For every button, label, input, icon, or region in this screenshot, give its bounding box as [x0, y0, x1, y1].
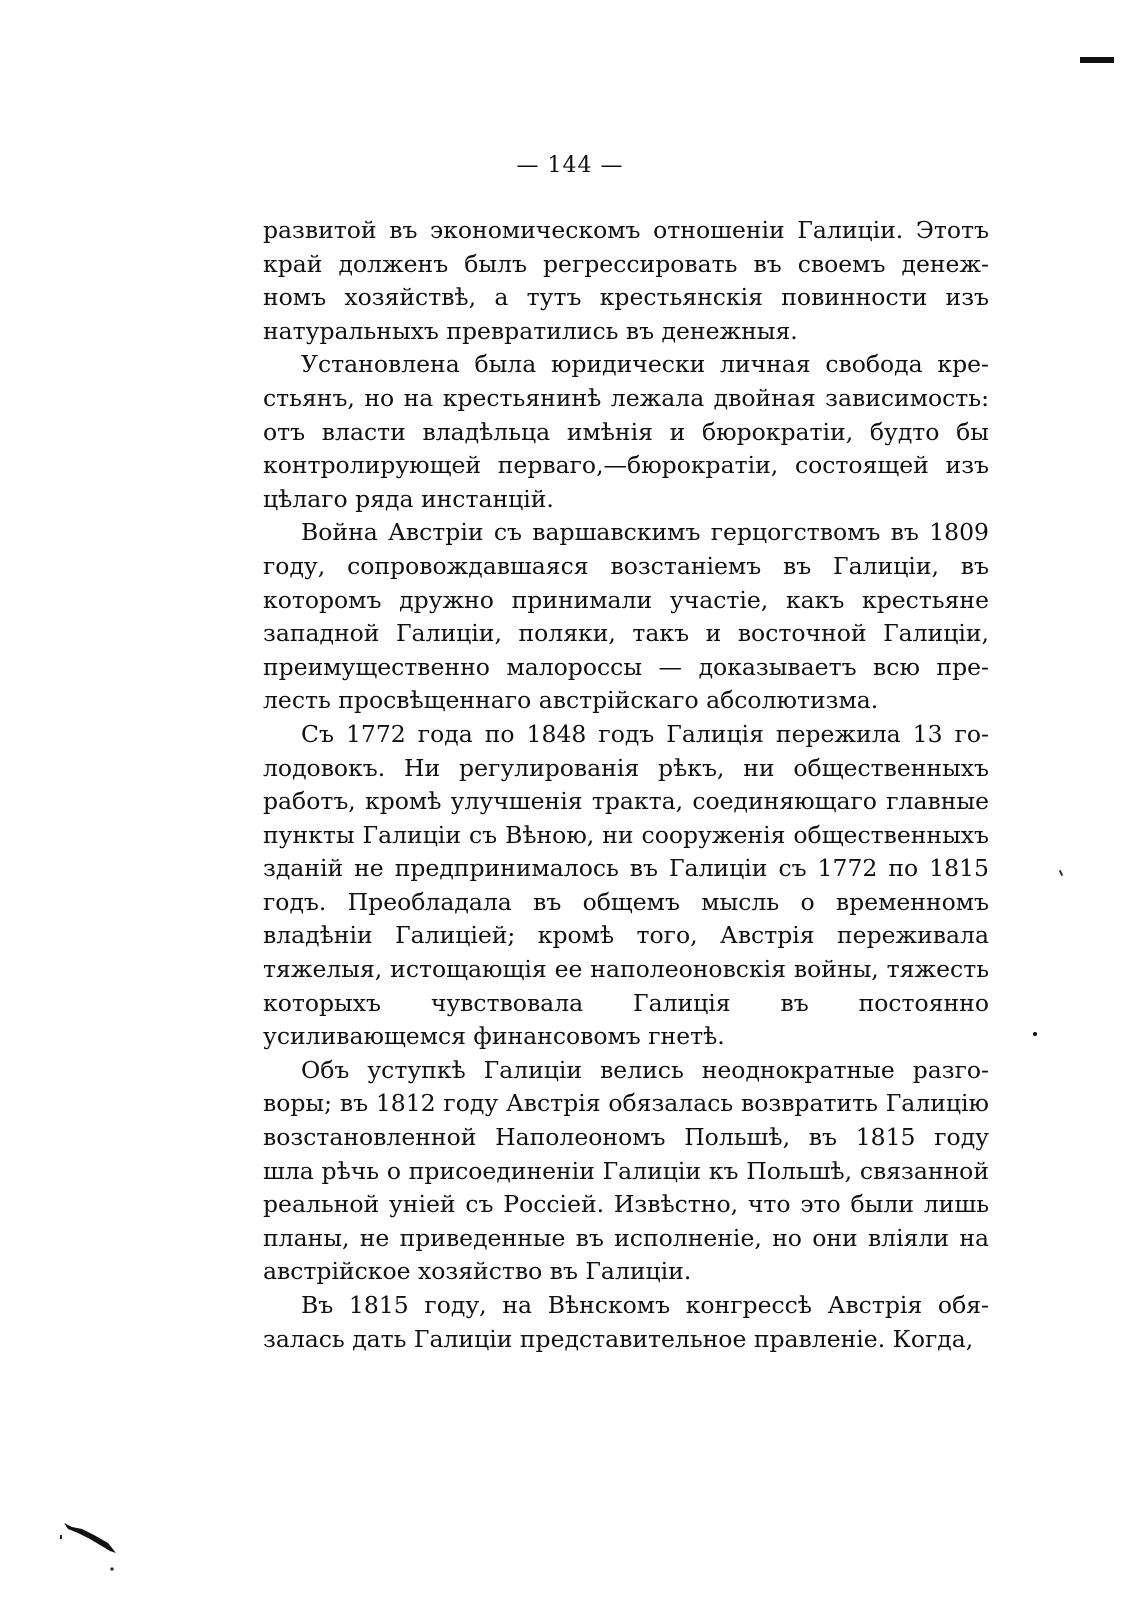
scan-mark-dot — [1033, 1032, 1037, 1036]
page-number: — 144 — — [516, 153, 624, 178]
paragraph-6: Въ 1815 году, на Вѣнскомъ конгрессѣ Австрія обязалась дать Галиціи представительное правленіе. Когда, — [263, 1291, 989, 1353]
paragraph-4: Съ 1772 года по 1848 годъ Галиція пережила 13 голодовокъ. Ни регулированія рѣкъ, ни общественныхъ работъ, кромѣ улучшенія тракта, соединяющаго главные пункты Галиціи съ Вѣною, ни сооруженія общественныхъ зданій не предпринималось въ Галиціи съ 1772 по 1815 годъ. Преобладала въ общемъ мысль о временномъ владѣніи Галиціей; кромѣ того, Австрія переживала тяжелыя, истощающія ее наполеоновскія войны, тяжесть которыхъ чувствовала Галиція въ постоянно усиливающемся финансовомъ гнетѣ. — [263, 719, 989, 1051]
paragraph-3: Война Австріи съ варшавскимъ герцогствомъ въ 1809 году, сопровождавшаяся возстаніемъ въ Галиціи, въ которомъ дружно принимали участіе, какъ крестьяне западной Галиціи, поляки, такъ и восточной Галиціи, преимущественно малороссы — доказываетъ всю прелесть просвѣщеннаго австрійскаго абсолютизма. — [263, 518, 989, 715]
scan-mark-dash — [1080, 57, 1114, 63]
paragraph-5: Объ уступкѣ Галиціи велись неоднократные разговоры; въ 1812 году Австрія обязалась возвратить Галицію возстановленной Наполеономъ Польшѣ, въ 1815 году шла рѣчь о присоединеніи Галиціи къ Польшѣ, связанной реальной уніей съ Россіей. Извѣстно, что это были лишь планы, не приведенные въ исполненіе, но они вліяли на австрійское хозяйство въ Галиціи. — [263, 1055, 989, 1286]
scan-mark-tick — [1059, 870, 1063, 876]
paragraph-2: Установлена была юридически личная свобода крестьянъ, но на крестьянинѣ лежала двойная зависимость: отъ власти владѣльца имѣнія и бюрократіи, будто бы контролирующей перваго,—бюрократіи, состоящей изъ цѣлаго ряда инстанцій. — [263, 350, 989, 513]
paragraph-1: развитой въ экономическомъ отношеніи Галиціи. Этотъ край долженъ былъ регрессировать въ своемъ денежномъ хозяйствѣ, а тутъ крестьянскія повинности изъ натуральныхъ превратились въ денежныя. — [263, 216, 989, 345]
body-text — [263, 214, 989, 1356]
scan-smudge-icon — [60, 1521, 120, 1581]
